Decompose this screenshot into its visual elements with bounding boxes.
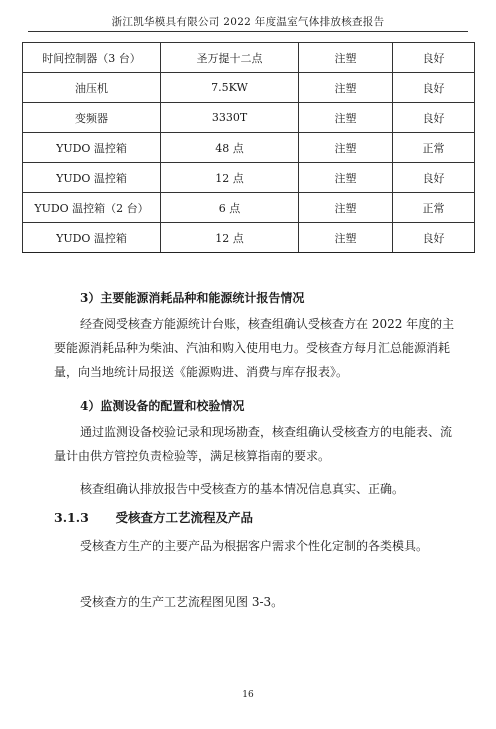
section-heading (54, 508, 253, 526)
table-row (23, 43, 475, 73)
heading-monitoring-equipment: 4）监测设备的配置和校验情况 (80, 399, 245, 413)
equipment-table (22, 42, 475, 253)
table-row (23, 163, 475, 193)
table-cell: 注塑 (299, 103, 393, 133)
table-row (23, 133, 475, 163)
table-cell: 变频器 (23, 103, 161, 133)
paragraph-report-confirmation: 核查组确认排放报告中受核查方的基本情况信息真实、正确。 (80, 482, 405, 496)
table-cell: YUDO 温控箱 (23, 163, 161, 193)
section-number: 3.1.3 (54, 510, 89, 525)
page-header: 浙江凯华模具有限公司 2022 年度温室气体排放核查报告 (111, 16, 385, 28)
table-cell: 12 点 (161, 163, 299, 193)
table-cell: 注塑 (299, 133, 393, 163)
table-row (23, 223, 475, 253)
table-row (23, 193, 475, 223)
table-cell: 48 点 (161, 133, 299, 163)
table-cell: 正常 (393, 193, 475, 223)
table-cell: 7.5KW (161, 73, 299, 103)
table-cell: 注塑 (299, 73, 393, 103)
table-cell: 良好 (393, 43, 475, 73)
table-cell: 时间控制器（3 台） (23, 43, 161, 73)
table-cell: 3330T (161, 103, 299, 133)
table-cell: 良好 (393, 163, 475, 193)
table-cell: 油压机 (23, 73, 161, 103)
table-cell: 良好 (393, 73, 475, 103)
table-cell: 注塑 (299, 223, 393, 253)
paragraph-energy-statistics: 经查阅受核查方能源统计台账，核查组确认受核查方在 2022 年度的主要能源消耗品种为柴油、汽油和购入使用电力。受核查方每月汇总能源消耗量，向当地统计局报送《能源购进、消费与库存报表》。 (54, 317, 455, 379)
section-title: 受核查方工艺流程及产品 (115, 510, 254, 525)
table-cell: 良好 (393, 103, 475, 133)
paragraph-monitoring-equipment: 通过监测设备校验记录和现场勘查，核查组确认受核查方的电能表、流量计由供方管控负责检验等，满足核算指南的要求。 (54, 425, 453, 463)
table-cell: 注塑 (299, 193, 393, 223)
table-cell: YUDO 温控箱 (23, 223, 161, 253)
table-cell: 注塑 (299, 163, 393, 193)
header-rule (28, 31, 468, 32)
table-row (23, 73, 475, 103)
table-cell: 圣万提十二点 (161, 43, 299, 73)
table-row (23, 103, 475, 133)
heading-energy-statistics: 3）主要能源消耗品种和能源统计报告情况 (80, 291, 305, 305)
page-number: 16 (242, 690, 254, 700)
table-cell: YUDO 温控箱 (23, 133, 161, 163)
table-cell: YUDO 温控箱（2 台） (23, 193, 161, 223)
table-cell: 12 点 (161, 223, 299, 253)
table-cell: 良好 (393, 223, 475, 253)
table-cell: 正常 (393, 133, 475, 163)
paragraph-main-products: 受核查方生产的主要产品为根据客户需求个性化定制的各类模具。 (80, 539, 429, 553)
paragraph-process-flow: 受核查方的生产工艺流程图见图 3-3。 (80, 595, 284, 609)
table-cell: 注塑 (299, 43, 393, 73)
table-cell: 6 点 (161, 193, 299, 223)
